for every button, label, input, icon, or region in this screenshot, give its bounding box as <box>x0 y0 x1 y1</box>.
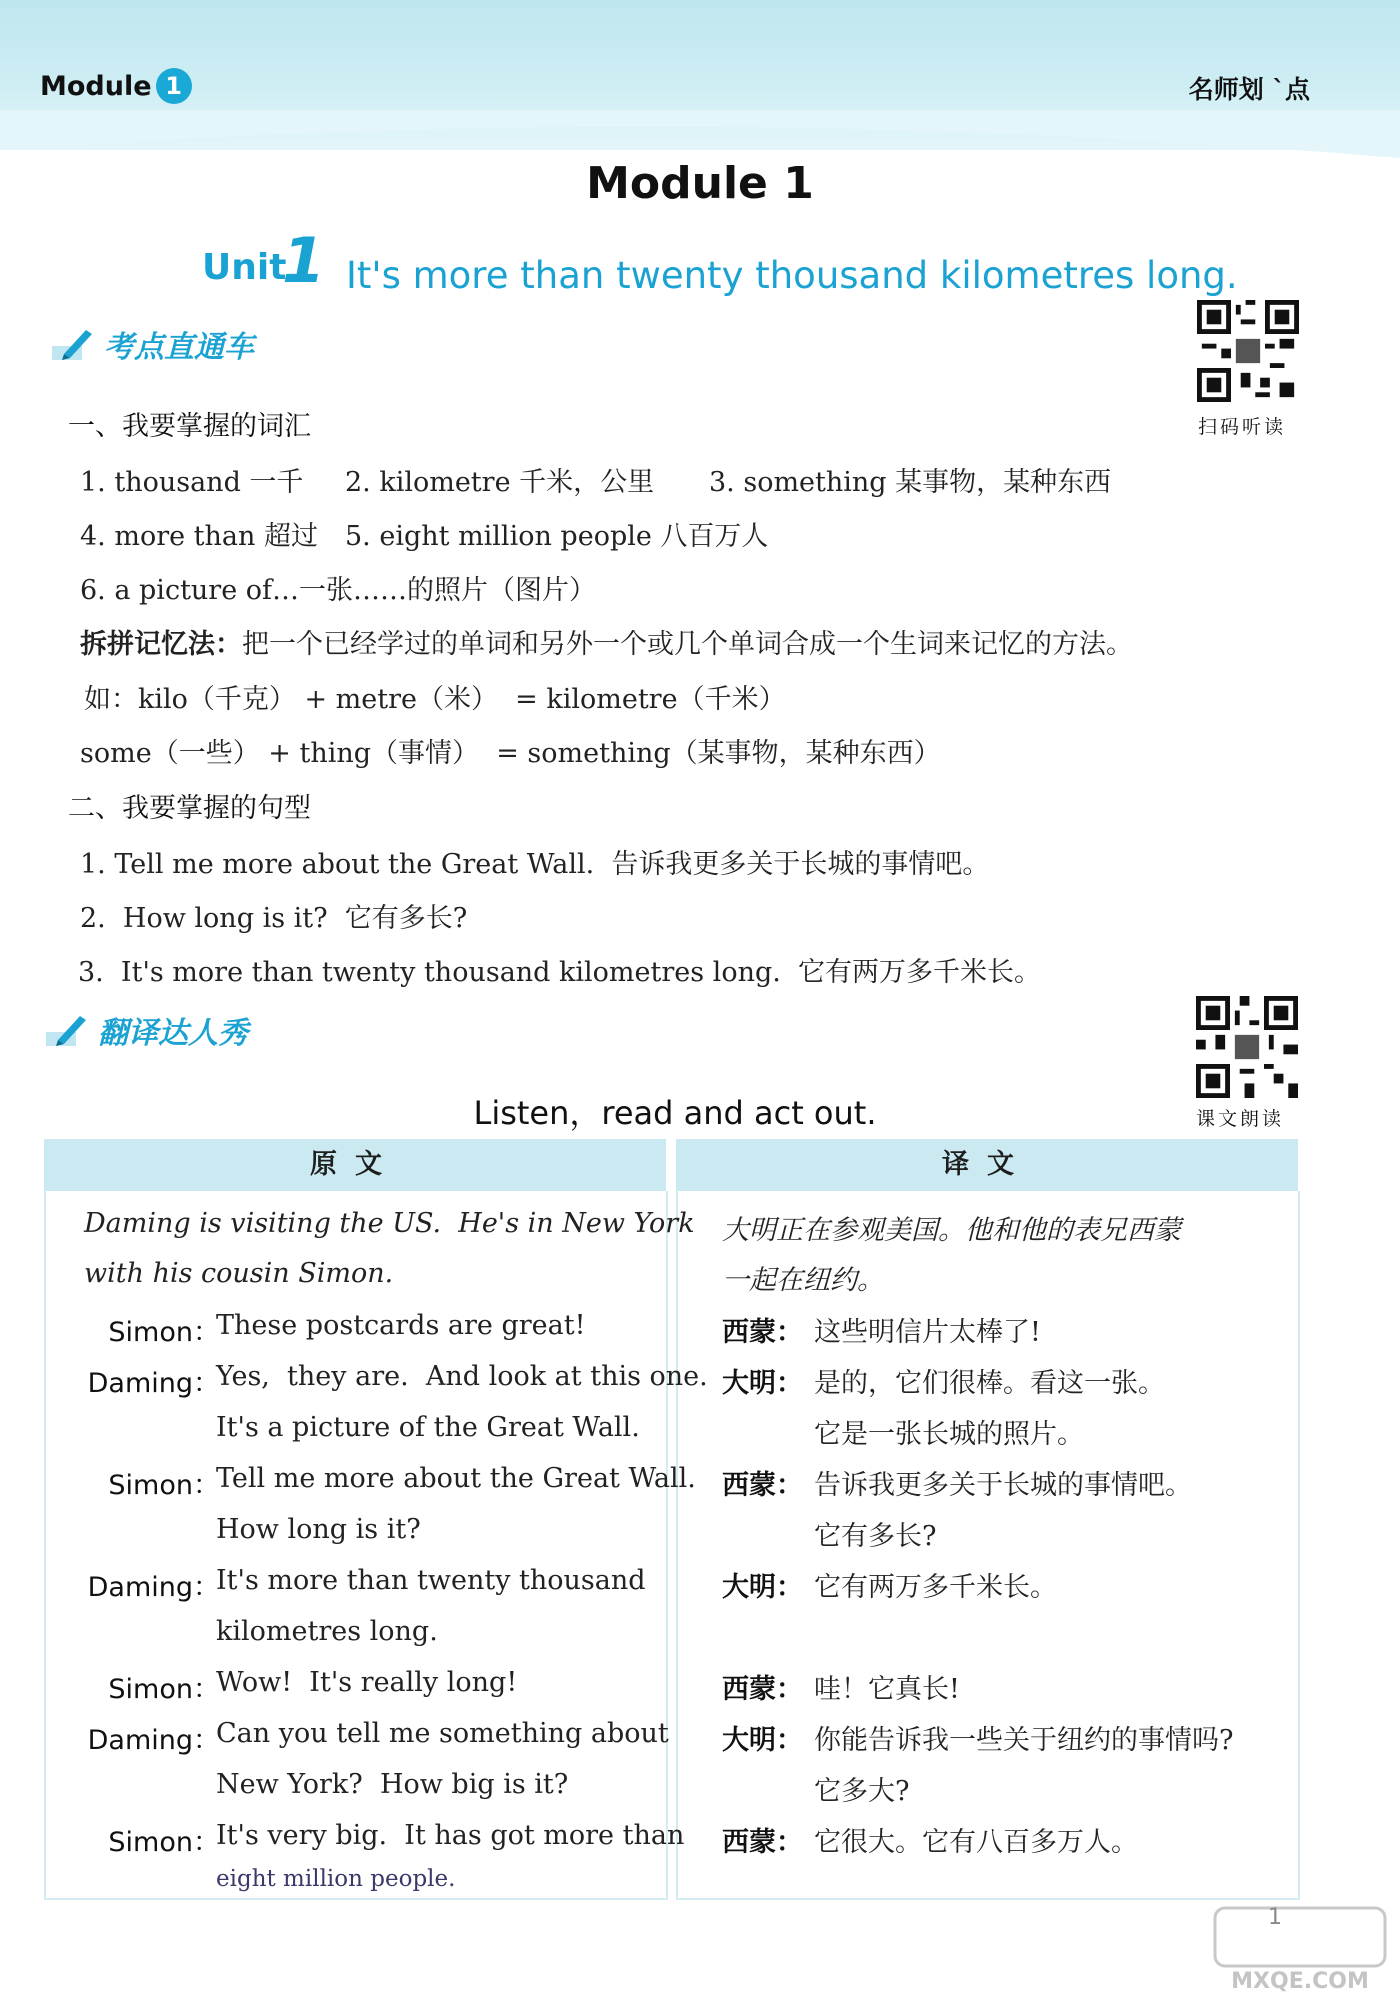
vocab-item: 5. eight million people 八百万人 <box>345 521 769 552</box>
dialogue-line: 它有两万多千米长。 <box>814 1572 1057 1603</box>
module-tag-number: 1 <box>156 68 192 104</box>
section-heading-key-points <box>50 322 254 366</box>
vocab-item: 2. kilometre 千米，公里 <box>345 467 655 498</box>
memory-example: some（一些） + thing（事情） = something（某事物，某种东西） <box>80 738 941 769</box>
memory-tip-label: 拆拼记忆法： <box>80 629 242 660</box>
speaker-label: 西蒙： <box>722 1470 803 1501</box>
vocab-item: 1. thousand 一千 <box>80 467 304 498</box>
qr-label-listen: 扫码听读 <box>1198 416 1287 438</box>
pattern-heading: 二、我要掌握的句型 <box>68 793 311 824</box>
pen-icon <box>44 1010 90 1050</box>
speaker-label: 大明： <box>722 1368 803 1399</box>
speaker-label: 西蒙： <box>722 1317 803 1348</box>
dialogue-line: It's a picture of the Great Wall. <box>216 1412 640 1443</box>
speaker-label: Daming： <box>87 1572 220 1603</box>
intro-line: Daming is visiting the US. He's in New York <box>84 1208 695 1239</box>
speaker-label: Simon： <box>108 1827 220 1858</box>
dialogue-line: eight million people. <box>216 1866 456 1892</box>
vocab-item: 6. a picture of…一张……的照片（图片） <box>80 575 597 606</box>
page-title: Module 1 <box>586 158 814 209</box>
speaker-label: 大明： <box>722 1572 803 1603</box>
dialogue-line: 它多大? <box>814 1776 910 1807</box>
dialogue-line: It's very big. It has got more than <box>216 1820 685 1851</box>
memory-tip <box>80 622 1133 661</box>
intro-line: with his cousin Simon. <box>84 1258 394 1289</box>
dialogue-line: These postcards are great! <box>216 1310 586 1341</box>
section-heading-text: 考点直通车 <box>104 330 254 365</box>
pen-icon <box>50 324 96 364</box>
dialogue-line: Wow! It's really long! <box>216 1667 518 1698</box>
watermark-logo <box>1210 1900 1390 1995</box>
dialogue-line: New York? How big is it? <box>216 1769 569 1800</box>
vocab-item: 3. something 某事物，某种东西 <box>709 467 1112 498</box>
dialogue-line: 它很大。它有八百多万人。 <box>814 1827 1138 1858</box>
intro-line: 大明正在参观美国。他和他的表兄西蒙 <box>722 1215 1181 1246</box>
brand-label: 名师划 `点 <box>1188 75 1310 104</box>
dialogue-line: 告诉我更多关于长城的事情吧。 <box>814 1470 1192 1501</box>
vocab-heading: 一、我要掌握的词汇 <box>68 411 311 442</box>
speaker-label: Daming： <box>87 1368 220 1399</box>
dialogue-line: How long is it? <box>216 1514 421 1545</box>
dialogue-line: kilometres long. <box>216 1616 438 1647</box>
memory-tip-text: 把一个已经学过的单词和另外一个或几个单词合成一个生词来记忆的方法。 <box>242 629 1133 660</box>
column-header-translation: 译文 <box>676 1139 1298 1191</box>
dialogue-line: 它有多长? <box>814 1521 937 1552</box>
speaker-label: Simon： <box>108 1674 220 1705</box>
page-number: 1 <box>1268 1905 1282 1930</box>
dialogue-line: Can you tell me something about <box>216 1718 669 1749</box>
pattern-item: 1. Tell me more about the Great Wall. 告诉我更多关于长城的事情吧。 <box>80 849 990 880</box>
dialogue-line: 你能告诉我一些关于纽约的事情吗? <box>814 1725 1234 1756</box>
instruction-text: Listen，read and act out. <box>473 1094 877 1132</box>
intro-line: 一起在纽约。 <box>722 1265 884 1296</box>
speaker-label: 大明： <box>722 1725 803 1756</box>
unit-title: It's more than twenty thousand kilometres long. <box>346 254 1238 297</box>
module-tag-word: Module <box>40 70 152 102</box>
section-heading-translation <box>44 1008 248 1052</box>
unit-number: 1 <box>282 224 326 297</box>
qr-code-icon[interactable] <box>1197 300 1299 402</box>
section-heading-text: 翻译达人秀 <box>98 1016 248 1051</box>
memory-example: 如：kilo（千克） + metre（米） = kilometre（千米） <box>84 684 786 715</box>
speaker-label: Simon： <box>108 1317 220 1348</box>
unit-label: Unit <box>202 247 287 288</box>
dialogue-line: Yes, they are. And look at this one. <box>216 1361 708 1392</box>
speaker-label: 西蒙： <box>722 1827 803 1858</box>
column-header-original: 原文 <box>44 1139 666 1191</box>
dialogue-line: It's more than twenty thousand <box>216 1565 646 1596</box>
module-tag <box>40 68 192 104</box>
speaker-label: Daming： <box>87 1725 220 1756</box>
dialogue-line: 哇！它真长! <box>814 1674 960 1705</box>
dialogue-line: 是的，它们很棒。看这一张。 <box>814 1368 1165 1399</box>
dialogue-line: 这些明信片太棒了! <box>814 1317 1041 1348</box>
qr-code-icon[interactable] <box>1196 996 1298 1098</box>
pattern-item: 3. It's more than twenty thousand kilometres long. 它有两万多千米长。 <box>78 957 1041 988</box>
vocab-item: 4. more than 超过 <box>80 521 318 552</box>
watermark-text: MXQE.COM <box>1231 1969 1369 1994</box>
translation-text-box <box>676 1191 1300 1900</box>
dialogue-line: 它是一张长城的照片。 <box>814 1419 1084 1450</box>
speaker-label: Simon： <box>108 1470 220 1501</box>
dialogue-line: Tell me more about the Great Wall. <box>216 1463 696 1494</box>
pattern-item: 2. How long is it? 它有多长? <box>80 903 468 934</box>
speaker-label: 西蒙： <box>722 1674 803 1705</box>
qr-label-read: 课文朗读 <box>1196 1108 1285 1130</box>
